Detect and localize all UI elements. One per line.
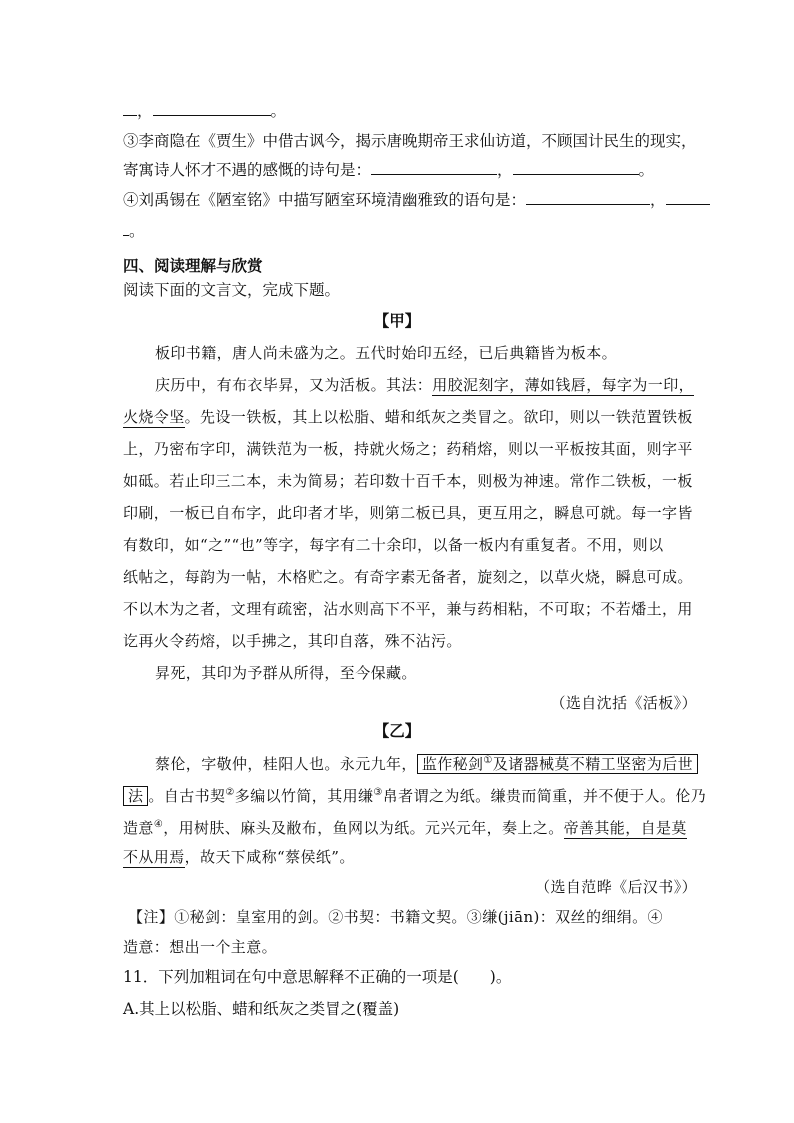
passage-yi-source: （选自范晔《后汉书》） [535,878,697,896]
answer-blank[interactable] [666,190,710,205]
q10-blank-line: ， 。 [123,101,286,121]
passage-yi-line4: 不从用焉，故天下咸称“蔡侯纸”。 [123,848,355,866]
answer-blank[interactable] [123,101,137,116]
q10-item3-line2: 寄寓诗人怀才不遇的感慨的诗句是： ， 。 [123,161,655,179]
boxed-sentence-end: 法 [123,786,148,806]
passage-jia-source: （选自沈括《活板》） [550,694,697,712]
underlined-sentence: 火烧令坚 [123,408,185,426]
section-title: 四、阅读理解与欣赏 [123,257,263,275]
answer-blank[interactable] [526,190,650,205]
passage-jia-p2-line5: 印刷，一板已自布字，此印者才毕，则第二板已具，更互用之，瞬息可就。每一字皆 [123,504,693,522]
q10-item4-line2: 。 [123,221,145,241]
passage-yi-label: 【乙】 [373,722,421,740]
passage-jia-p2-line7: 纸帖之，每韵为一帖，木格贮之。有奇字素无备者，旋刻之，以草火烧，瞬息可成。 [123,568,693,586]
passage-yi-line1: 蔡伦，字敬仲，桂阳人也。永元九年， 监作秘剑①及诸器械莫不精工坚密为后世 [155,751,698,774]
passage-jia-label: 【甲】 [373,312,421,330]
passage-jia-p2-line8: 不以木为之者，文理有疏密，沾水则高下不平，兼与药相粘，不可取；不若燔土，用 [123,600,693,618]
section-instruction: 阅读下面的文言文，完成下题。 [123,281,341,299]
q10-item4-line1: ④刘禹锡在《陋室铭》中描写陋室环境清幽雅致的语句是： ， [123,190,710,210]
answer-blank[interactable] [371,160,497,175]
passage-jia-p2-line4: 如砥。若止印三二本，未为简易；若印数十百千本，则极为神速。常作二铁板，一板 [123,472,693,490]
passage-jia-p2-line1: 庆历中，有布衣毕昇，又为活板。其法：用胶泥刻字，薄如钱唇，每字为一印， [155,376,695,394]
boxed-sentence: 监作秘剑①及诸器械莫不精工坚密为后世 [417,754,698,774]
q11-stem: 11．下列加粗词在句中意思解释不正确的一项是( )。 [123,968,512,986]
underlined-sentence: 用胶泥刻字，薄如钱唇，每字为一印， [432,376,695,394]
notes-line1: 【注】①秘剑：皇室用的剑。②书契：书籍文契。③缣(jiān)：双丝的细绢。④ [128,908,663,926]
passage-jia-p3: 昇死，其印为予群从所得，至今保藏。 [155,664,417,682]
passage-jia-p2-line9: 讫再火令药熔，以手拂之，其印自落，殊不沾污。 [123,632,462,650]
passage-jia-p2-line3: 上，乃密布字印，满铁范为一板，持就火炀之；药稍熔，则以一平板按其面，则字平 [123,440,693,458]
answer-blank[interactable] [513,160,639,175]
passage-jia-p2-line2: 火烧令坚。先设一铁板，其上以松脂、蜡和纸灰之类冒之。欲印，则以一铁范置铁板 [123,408,693,426]
underlined-sentence: 帝善其能，自是莫 [563,819,687,837]
passage-jia-p1: 板印书籍，唐人尚未盛为之。五代时始印五经，已后典籍皆为板本。 [155,344,618,362]
q11-option-a[interactable]: A.其上以松脂、蜡和纸灰之类冒之(覆盖) [123,1000,400,1018]
passage-jia-p2-line6: 有数印，如“之”“也”等字，每字有二十余印，以备一板内有重复者。不用，则以 [123,536,664,554]
q10-item3-line1: ③李商隐在《贾生》中借古讽今，揭示唐晚期帝王求仙访道，不顾国计民生的现实， [123,132,697,150]
underlined-sentence: 不从用焉 [123,848,185,866]
answer-blank[interactable] [153,101,271,116]
passage-yi-line3: 造意④，用树肤、麻头及敝布，鱼网以为纸。元兴元年，奏上之。帝善其能，自是莫 [123,819,687,837]
notes-line2: 造意：想出一个主意。 [123,938,278,956]
passage-yi-line2: 法 。自古书契②多编以竹简，其用缣③帛者谓之为纸。缣贵而简重，并不便于人。伦乃 [123,783,706,806]
